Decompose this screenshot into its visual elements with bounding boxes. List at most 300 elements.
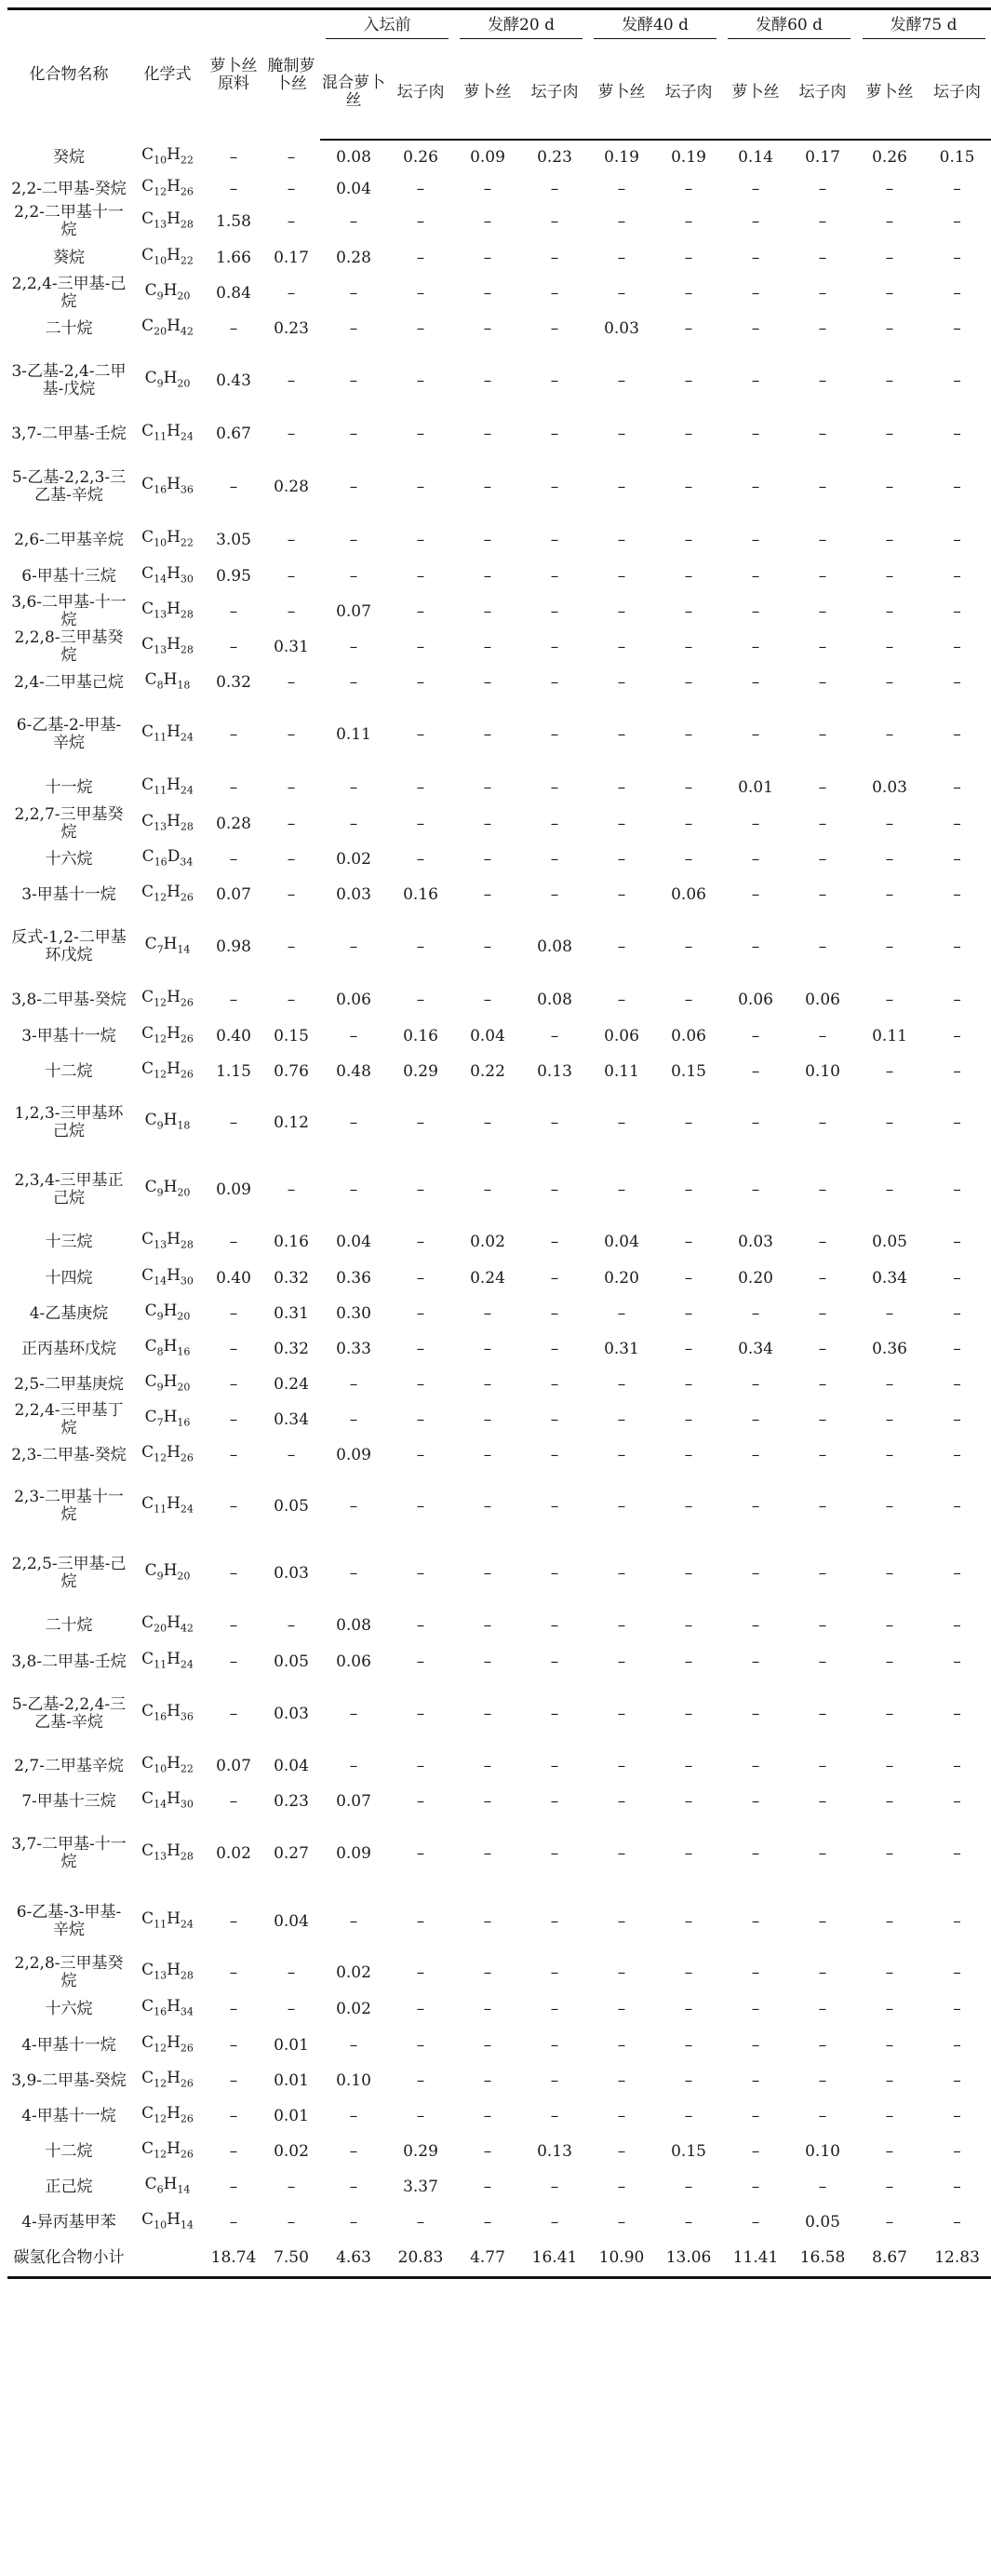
value-cell: – <box>483 424 492 443</box>
value-cell: – <box>818 1843 827 1863</box>
value-cell: – <box>885 1496 894 1516</box>
compound-name-cell: 3-甲基十一烷 <box>21 884 116 904</box>
value-cell: 0.67 <box>216 424 251 443</box>
value-cell: – <box>349 1496 358 1516</box>
subtotal-row <box>7 2240 991 2277</box>
value-cell: – <box>617 2141 626 2161</box>
col-header-formula: 化学式 <box>143 65 192 84</box>
value-cell: – <box>751 211 760 231</box>
value-cell: – <box>617 424 626 443</box>
value-cell: 0.95 <box>216 566 251 586</box>
value-cell: – <box>483 1704 492 1723</box>
value-cell: – <box>751 2177 760 2196</box>
group-label: 入坛前 <box>326 17 448 39</box>
value-cell: 0.06 <box>805 990 840 1009</box>
value-cell: – <box>349 937 358 956</box>
value-cell: – <box>287 814 296 833</box>
value-cell: – <box>483 1652 492 1671</box>
value-cell: 0.03 <box>274 1704 309 1723</box>
value-cell: – <box>953 2177 961 2196</box>
formula-cell: $C_{10}H_{22}$ <box>141 144 194 167</box>
value-cell: – <box>349 2141 358 2161</box>
value-cell: 3.37 <box>403 2177 438 2196</box>
value-cell: – <box>617 1999 626 2018</box>
table-row <box>7 2169 991 2205</box>
value-cell: – <box>751 1113 760 1132</box>
value-cell: 0.23 <box>537 148 572 167</box>
compound-name-cell: 4-乙基庚烷 <box>29 1303 109 1323</box>
table-row <box>7 140 991 175</box>
table-row <box>7 1437 991 1473</box>
compound-name-cell: 碳氢化合物小计 <box>7 2240 130 2277</box>
value-cell: – <box>550 1303 559 1323</box>
value-cell: 0.08 <box>336 1615 371 1635</box>
value-cell: – <box>885 637 894 656</box>
value-cell: – <box>483 2070 492 2090</box>
value-cell: 0.43 <box>216 371 251 390</box>
value-cell: – <box>349 1911 358 1931</box>
value-cell: – <box>953 2070 961 2090</box>
value-cell: – <box>617 937 626 956</box>
value-cell: – <box>483 211 492 231</box>
value-cell: – <box>751 1374 760 1394</box>
value-cell: – <box>550 248 559 267</box>
value-cell: 0.03 <box>336 884 371 904</box>
value-cell: 0.26 <box>872 148 907 167</box>
value-cell: – <box>684 1445 693 1464</box>
value-cell: – <box>885 1113 894 1132</box>
value-cell: – <box>885 318 894 338</box>
value-cell: 1.15 <box>216 1061 251 1081</box>
value-cell: – <box>229 2035 238 2055</box>
value-cell: – <box>953 1374 961 1394</box>
value-cell: 0.03 <box>738 1232 773 1251</box>
table-row <box>7 203 991 240</box>
table-row <box>7 1054 991 1089</box>
value-cell: – <box>818 601 827 621</box>
value-cell: – <box>349 424 358 443</box>
value-cell: – <box>287 1615 296 1635</box>
value-cell: – <box>818 1756 827 1775</box>
sub-header-jar-meat: 坛子肉 <box>387 46 454 140</box>
formula-cell: $C_{13}H_{28}$ <box>141 1841 194 1863</box>
value-cell: – <box>416 1615 425 1635</box>
compound-name-cell: 正己烷 <box>45 2177 93 2196</box>
value-cell: – <box>416 1303 425 1323</box>
value-cell: – <box>550 1999 559 2018</box>
formula-cell: $C_{13}H_{28}$ <box>141 1960 194 1982</box>
value-cell: – <box>483 1962 492 1982</box>
value-cell: – <box>287 884 296 904</box>
value-cell: – <box>617 777 626 797</box>
value-cell: – <box>953 1704 961 1723</box>
value-cell: – <box>349 1409 358 1429</box>
value-cell: – <box>349 2212 358 2232</box>
value-cell: 0.09 <box>336 1445 371 1464</box>
value-cell: – <box>617 283 626 303</box>
formula-cell: $C_8H_{18}$ <box>144 669 191 692</box>
value-cell: – <box>229 1303 238 1323</box>
value-cell: – <box>287 371 296 390</box>
value-cell: – <box>751 424 760 443</box>
formula-cell: $C_{11}H_{24}$ <box>141 1908 194 1931</box>
value-cell: – <box>483 1756 492 1775</box>
value-cell: – <box>818 724 827 744</box>
table-row <box>7 842 991 877</box>
value-cell: – <box>416 1911 425 1931</box>
value-cell: – <box>416 777 425 797</box>
table-row <box>7 2134 991 2169</box>
value-cell: – <box>416 566 425 586</box>
value-cell: 0.06 <box>336 990 371 1009</box>
value-cell: 0.02 <box>216 1843 251 1863</box>
value-cell: – <box>550 318 559 338</box>
value-cell: – <box>684 1496 693 1516</box>
formula-cell: $C_{16}H_{36}$ <box>141 1701 194 1723</box>
compound-name-cell: 2,5-二甲基庚烷 <box>14 1374 124 1394</box>
value-cell: – <box>483 1843 492 1863</box>
value-cell: – <box>550 211 559 231</box>
sub-header-jar-meat: 坛子肉 <box>521 46 588 140</box>
value-cell: – <box>885 1563 894 1583</box>
value-cell: – <box>818 283 827 303</box>
formula-cell: $C_{12}H_{26}$ <box>141 1059 194 1081</box>
group-header-day20 <box>454 9 588 47</box>
value-cell: – <box>818 2177 827 2196</box>
value-cell: – <box>617 371 626 390</box>
table-row <box>7 521 991 559</box>
value-cell: – <box>416 1268 425 1288</box>
value-cell: – <box>550 1409 559 1429</box>
value-cell: – <box>483 2177 492 2196</box>
value-cell: – <box>416 1180 425 1199</box>
value-cell: – <box>550 2212 559 2232</box>
value-cell: – <box>550 179 559 198</box>
value-cell: 0.28 <box>216 814 251 833</box>
value-cell: 0.36 <box>336 1268 371 1288</box>
value-cell: 0.09 <box>216 1180 251 1199</box>
value-cell: – <box>550 601 559 621</box>
value-cell: – <box>349 1704 358 1723</box>
formula-cell: $C_{20}H_{42}$ <box>141 1612 194 1635</box>
value-cell: – <box>953 884 961 904</box>
value-cell: – <box>684 1268 693 1288</box>
compound-name-cell: 癸烷 <box>53 147 85 167</box>
table-row <box>7 912 991 981</box>
value-cell: – <box>751 1843 760 1863</box>
compound-name-cell: 6-乙基-2-甲基-辛烷 <box>16 716 122 752</box>
value-cell: 0.02 <box>336 1962 371 1982</box>
value-cell: – <box>751 937 760 956</box>
value-cell: – <box>953 1843 961 1863</box>
table-row <box>7 1784 991 1819</box>
value-cell: – <box>617 2070 626 2090</box>
table-row <box>7 981 991 1018</box>
compound-name-cell: 4-异丙基甲苯 <box>21 2212 116 2232</box>
compound-name-cell: 正丙基环戊烷 <box>21 1339 116 1358</box>
value-cell: 0.02 <box>274 2141 309 2161</box>
formula-cell: $C_{20}H_{42}$ <box>141 316 194 338</box>
value-cell: – <box>751 724 760 744</box>
value-cell: – <box>617 2212 626 2232</box>
table-row <box>7 311 991 346</box>
value-cell: – <box>550 1374 559 1394</box>
value-cell: 0.22 <box>470 1061 505 1081</box>
value-cell: – <box>416 283 425 303</box>
value-cell: – <box>416 849 425 869</box>
value-cell: – <box>751 1999 760 2018</box>
value-cell: – <box>349 1374 358 1394</box>
value-cell: 0.32 <box>274 1268 309 1288</box>
value-cell: – <box>483 1113 492 1132</box>
value-cell: – <box>550 849 559 869</box>
value-cell: – <box>617 211 626 231</box>
sub-header-radish: 萝卜丝 <box>856 46 923 140</box>
formula-cell: $C_{12}H_{26}$ <box>141 882 194 904</box>
value-cell: – <box>684 1791 693 1811</box>
value-cell: – <box>550 424 559 443</box>
formula-cell: $C_{10}H_{22}$ <box>141 527 194 549</box>
value-cell: – <box>885 884 894 904</box>
value-cell: – <box>818 248 827 267</box>
formula-cell: $C_6H_{14}$ <box>144 2174 191 2196</box>
value-cell: – <box>684 1756 693 1775</box>
value-cell: – <box>684 777 693 797</box>
compound-name-cell: 葵烷 <box>53 248 85 267</box>
value-cell: – <box>617 1843 626 1863</box>
value-cell: 0.24 <box>470 1268 505 1288</box>
formula-cell: $C_8H_{16}$ <box>144 1336 191 1358</box>
value-cell: – <box>617 530 626 549</box>
value-cell: 0.19 <box>604 148 639 167</box>
compound-name-cell: 6-甲基十三烷 <box>21 566 116 586</box>
compound-name-cell: 2,2,7-三甲基癸烷 <box>14 805 124 842</box>
value-cell: 0.10 <box>805 2141 840 2161</box>
formula-cell: $C_7H_{14}$ <box>144 934 191 956</box>
value-cell: – <box>349 1113 358 1132</box>
formula-cell: $C_{11}H_{24}$ <box>141 775 194 797</box>
value-cell: – <box>617 637 626 656</box>
value-cell: – <box>483 2106 492 2125</box>
value-cell: – <box>684 672 693 692</box>
value-cell: – <box>953 2141 961 2161</box>
table-row <box>7 665 991 700</box>
table-row <box>7 1089 991 1156</box>
value-cell: – <box>953 1303 961 1323</box>
value-cell: – <box>483 1445 492 1464</box>
value-cell: – <box>229 2106 238 2125</box>
value-cell: 0.29 <box>403 1061 438 1081</box>
value-cell: – <box>818 566 827 586</box>
value-cell: 13.06 <box>655 2240 722 2277</box>
value-cell: – <box>483 1791 492 1811</box>
value-cell: – <box>684 1180 693 1199</box>
value-cell: – <box>885 1061 894 1081</box>
value-cell: 0.07 <box>216 884 251 904</box>
value-cell: – <box>684 1232 693 1251</box>
value-cell: – <box>416 371 425 390</box>
value-cell: – <box>483 2035 492 2055</box>
value-cell: – <box>416 814 425 833</box>
value-cell: – <box>684 318 693 338</box>
value-cell: 0.05 <box>805 2212 840 2232</box>
table-row <box>7 1955 991 1990</box>
compound-name-cell: 3-乙基-2,4-二甲基-戊烷 <box>11 362 127 398</box>
value-cell: – <box>550 1445 559 1464</box>
value-cell: – <box>885 530 894 549</box>
value-cell: – <box>550 283 559 303</box>
value-cell: – <box>751 248 760 267</box>
value-cell: – <box>287 179 296 198</box>
value-cell: – <box>818 937 827 956</box>
value-cell: – <box>550 637 559 656</box>
value-cell: – <box>953 477 961 496</box>
value-cell: – <box>617 1704 626 1723</box>
value-cell: – <box>229 1962 238 1982</box>
value-cell: – <box>818 2070 827 2090</box>
value-cell: 0.07 <box>216 1756 251 1775</box>
value-cell: – <box>349 211 358 231</box>
value-cell: – <box>229 1999 238 2018</box>
value-cell: – <box>550 1268 559 1288</box>
value-cell: – <box>751 1652 760 1671</box>
value-cell: – <box>751 2070 760 2090</box>
compound-name-cell: 2,2,5-三甲基-己烷 <box>11 1555 127 1591</box>
value-cell: – <box>751 601 760 621</box>
value-cell: – <box>617 2106 626 2125</box>
value-cell: 0.84 <box>216 283 251 303</box>
formula-cell: $C_{12}H_{26}$ <box>141 2138 194 2161</box>
value-cell: – <box>550 724 559 744</box>
value-cell: – <box>818 2106 827 2125</box>
value-cell: 0.04 <box>336 179 371 198</box>
table-row <box>7 2205 991 2240</box>
value-cell: – <box>684 724 693 744</box>
value-cell: – <box>483 1303 492 1323</box>
value-cell: – <box>483 248 492 267</box>
value-cell: 0.98 <box>216 937 251 956</box>
value-cell: – <box>550 672 559 692</box>
value-cell: 0.48 <box>336 1061 371 1081</box>
value-cell: – <box>617 1652 626 1671</box>
value-cell: – <box>483 849 492 869</box>
value-cell: – <box>550 1962 559 1982</box>
value-cell: – <box>229 1445 238 1464</box>
value-cell: 0.05 <box>872 1232 907 1251</box>
value-cell: – <box>617 1911 626 1931</box>
value-cell: – <box>416 1704 425 1723</box>
value-cell: – <box>885 2141 894 2161</box>
value-cell: – <box>885 1843 894 1863</box>
value-cell: – <box>953 1232 961 1251</box>
value-cell: – <box>953 371 961 390</box>
value-cell: – <box>953 283 961 303</box>
value-cell: – <box>684 1339 693 1358</box>
value-cell: – <box>818 1563 827 1583</box>
value-cell: – <box>885 1409 894 1429</box>
table-row <box>7 700 991 769</box>
value-cell: – <box>885 672 894 692</box>
table-row <box>7 2098 991 2134</box>
value-cell: – <box>287 1180 296 1199</box>
table-row <box>7 1402 991 1437</box>
value-cell: – <box>684 1999 693 2018</box>
value-cell: 0.15 <box>671 2141 706 2161</box>
value-cell: – <box>483 937 492 956</box>
value-cell: 0.11 <box>336 724 371 744</box>
value-cell: – <box>684 1563 693 1583</box>
value-cell: 0.10 <box>805 1061 840 1081</box>
table-row <box>7 1607 991 1644</box>
compound-name-cell: 十四烷 <box>45 1268 93 1288</box>
value-cell: – <box>229 2212 238 2232</box>
value-cell: – <box>818 1704 827 1723</box>
value-cell: – <box>885 566 894 586</box>
value-cell: – <box>229 637 238 656</box>
value-cell: – <box>684 1962 693 1982</box>
value-cell: – <box>885 477 894 496</box>
value-cell: – <box>684 1704 693 1723</box>
value-cell: – <box>751 1563 760 1583</box>
table-row <box>7 276 991 311</box>
value-cell: – <box>416 179 425 198</box>
table-row <box>7 2063 991 2098</box>
table-row <box>7 1990 991 2028</box>
value-cell: – <box>617 601 626 621</box>
value-cell: – <box>617 1563 626 1583</box>
formula-cell: $C_{13}H_{28}$ <box>141 811 194 833</box>
value-cell: – <box>684 1843 693 1863</box>
value-cell: – <box>229 777 238 797</box>
value-cell: – <box>885 2070 894 2090</box>
value-cell: 0.19 <box>671 148 706 167</box>
value-cell: – <box>617 1615 626 1635</box>
value-cell: – <box>617 724 626 744</box>
value-cell: – <box>751 1704 760 1723</box>
value-cell: – <box>287 283 296 303</box>
value-cell: – <box>751 2141 760 2161</box>
value-cell: – <box>885 179 894 198</box>
value-cell: – <box>416 1232 425 1251</box>
value-cell: – <box>483 179 492 198</box>
value-cell: – <box>229 1652 238 1671</box>
compound-name-cell: 3,7-二甲基-十一烷 <box>11 1835 127 1871</box>
value-cell: – <box>818 1652 827 1671</box>
value-cell: – <box>229 724 238 744</box>
value-cell: – <box>416 2070 425 2090</box>
compound-name-cell: 十三烷 <box>45 1232 93 1251</box>
value-cell: – <box>416 1374 425 1394</box>
value-cell: – <box>617 1496 626 1516</box>
value-cell: – <box>818 1113 827 1132</box>
value-cell: – <box>617 1113 626 1132</box>
value-cell: – <box>617 566 626 586</box>
compound-name-cell: 十一烷 <box>45 777 93 797</box>
value-cell: 0.16 <box>274 1232 309 1251</box>
table-row <box>7 1296 991 1331</box>
formula-cell: $C_{16}H_{34}$ <box>141 1996 194 2018</box>
group-label: 发酵75 d <box>863 17 985 39</box>
value-cell: – <box>953 601 961 621</box>
value-cell: 0.20 <box>738 1268 773 1288</box>
value-cell: – <box>885 601 894 621</box>
value-cell: – <box>684 1113 693 1132</box>
value-cell: 0.13 <box>537 1061 572 1081</box>
value-cell: – <box>349 530 358 549</box>
value-cell: – <box>751 283 760 303</box>
formula-cell: $C_9H_{20}$ <box>144 368 191 390</box>
col-header-pickled: 腌制萝卜丝 <box>267 56 315 93</box>
